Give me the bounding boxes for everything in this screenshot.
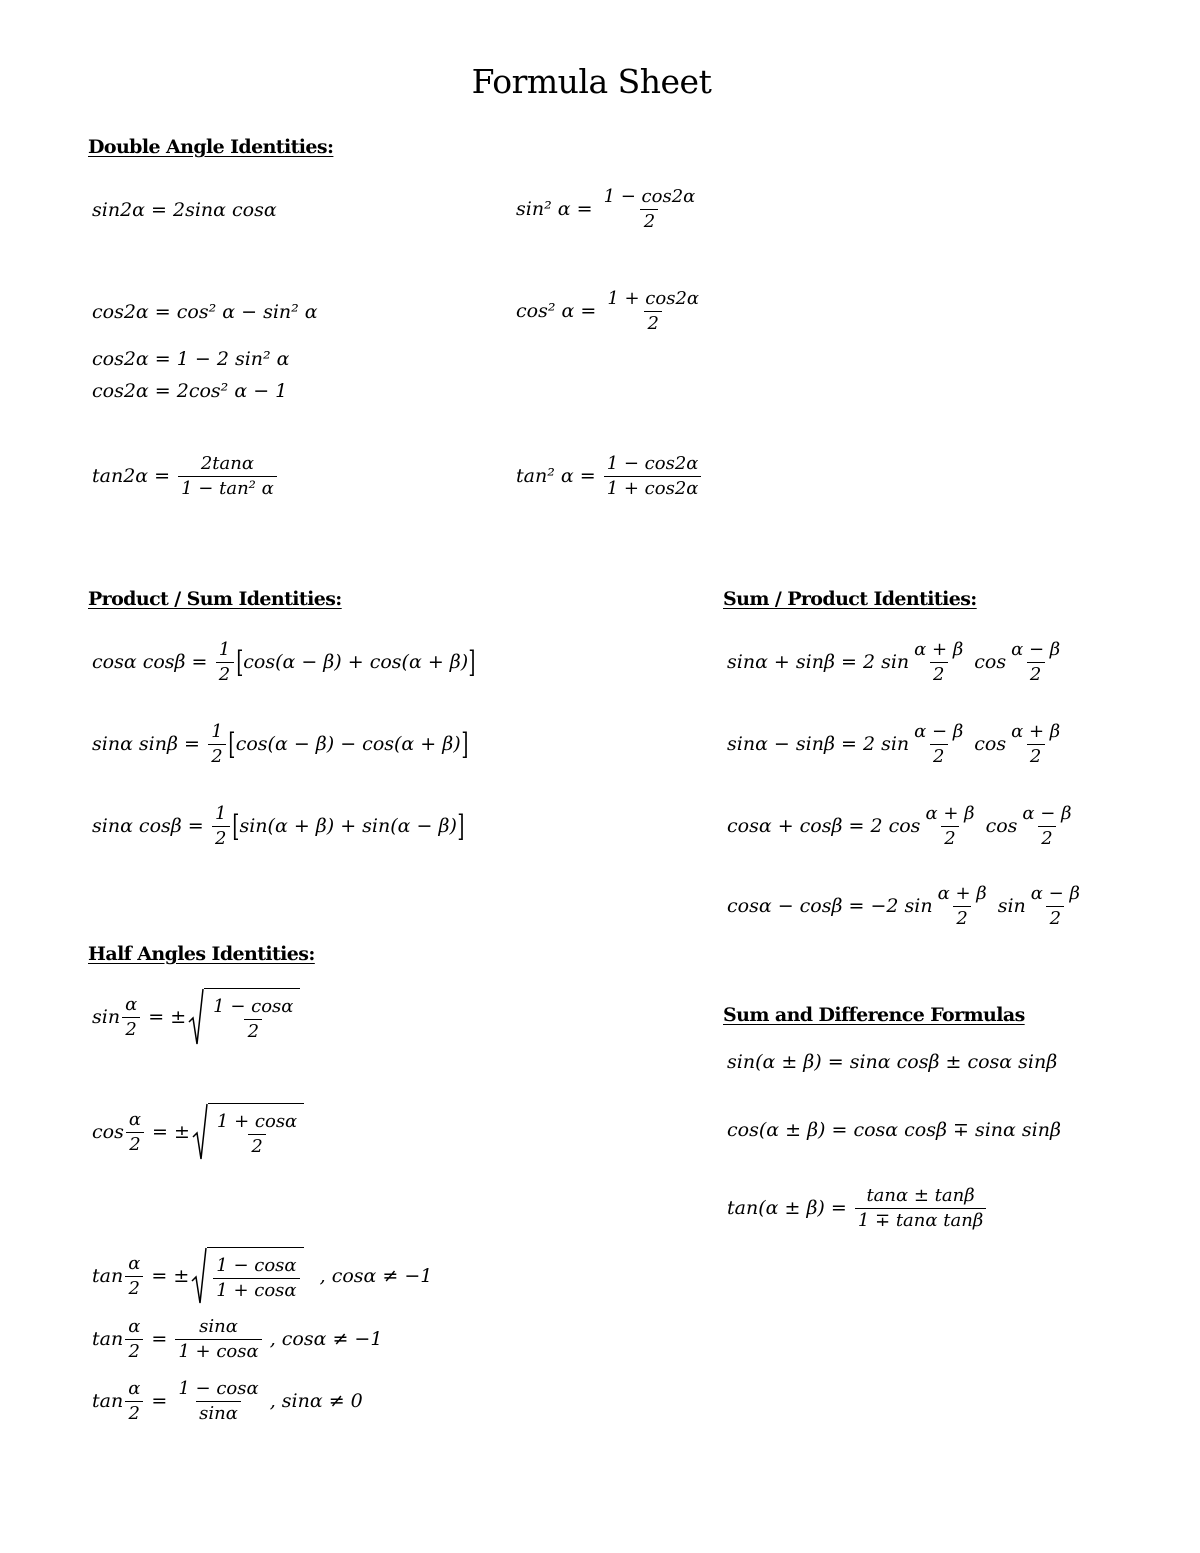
section-heading-product-sum: Product / Sum Identities: [88, 588, 342, 610]
numerator: 1 + cos2α [607, 288, 700, 309]
radicand [204, 988, 300, 1046]
function-name: tan [92, 1390, 124, 1412]
denominator: 2 [953, 906, 971, 928]
denominator: 2 [930, 662, 948, 684]
square-root [191, 1247, 303, 1305]
denominator: 2 [644, 311, 662, 333]
fraction [175, 1318, 261, 1361]
formula-cos-minus-cos [727, 885, 1085, 928]
fraction [911, 641, 966, 684]
denominator: 2 [1038, 826, 1056, 848]
radical-sign-icon [192, 1103, 208, 1161]
formula-lhs: cosα cosβ = [92, 651, 214, 673]
fraction [214, 1113, 300, 1156]
formula-mid: cos [968, 733, 1007, 755]
fraction [213, 1257, 299, 1300]
function-name: sin [92, 1005, 121, 1028]
numerator: α − β [1022, 803, 1072, 824]
function-name: cos [92, 1120, 124, 1143]
formula-text: sin(α ± β) = sinα cosβ ± cosα sinβ [727, 1051, 1058, 1073]
condition: , cosα ≠ −1 [313, 1264, 433, 1287]
denominator: 2 [930, 744, 948, 766]
numerator: 1 [211, 721, 223, 742]
formula-lhs: sinα cosβ = [92, 815, 210, 837]
radicand [207, 1247, 303, 1305]
formula-mid: cos [968, 651, 1007, 673]
formula-sin-double-angle [92, 201, 277, 220]
left-bracket: [ [232, 809, 240, 844]
formula-cos-squared [516, 290, 704, 333]
numerator: tanα ± tanβ [866, 1185, 975, 1206]
fraction [178, 455, 277, 498]
formula-lhs: tan(α ± β) = [727, 1197, 853, 1219]
formula-sin-cos-product [92, 805, 465, 848]
radical-sign-icon [191, 1247, 207, 1305]
equals-plus-minus: = ± [142, 1005, 187, 1028]
denominator: 2 [1046, 906, 1064, 928]
formula-text: cos(α ± β) = cosα cosβ ∓ sinα sinβ [727, 1119, 1061, 1141]
equals-plus-minus: = ± [146, 1120, 190, 1143]
fraction [1019, 805, 1074, 848]
formula-cos-plus-cos [727, 805, 1077, 848]
numerator: α [125, 993, 138, 1015]
formula-mid: cos [979, 815, 1018, 837]
denominator: 2 [125, 1339, 143, 1361]
formula-lhs: sinα sinβ = [92, 733, 206, 755]
fraction-one-half [212, 805, 230, 848]
numerator: 1 − cosα [216, 1255, 297, 1276]
formula-lhs: cosα + cosβ = 2 cos [727, 815, 921, 837]
formula-cos-half-angle [92, 1103, 304, 1161]
formula-text: cos2α = cos² α − sin² α [92, 301, 318, 323]
formula-lhs: sinα − sinβ = 2 sin [727, 733, 910, 755]
numerator: α [128, 1378, 141, 1399]
formula-tan-half-angle-over-sin [92, 1380, 363, 1423]
formula-sin-sum-difference [727, 1053, 1057, 1072]
condition: , sinα ≠ 0 [263, 1390, 363, 1412]
formula-tan-double-angle [92, 455, 279, 498]
formula-rhs: sin(α + β) + sin(α − β) [239, 815, 457, 837]
fraction [911, 723, 966, 766]
formula-cos-double-angle-2 [92, 350, 290, 369]
left-bracket: [ [228, 727, 236, 762]
formula-sin-minus-sin [727, 723, 1065, 766]
equals: = [145, 1328, 174, 1350]
formula-tan-half-angle-root [92, 1247, 432, 1305]
numerator: α [128, 1108, 141, 1130]
numerator: 1 [218, 639, 231, 660]
formula-cos-double-angle-1 [92, 303, 318, 322]
formula-rhs: cos(α − β) + cos(α + β) [243, 651, 469, 673]
formula-cos-cos-product [92, 641, 476, 684]
numerator: 1 [215, 803, 227, 824]
numerator: α [128, 1252, 141, 1274]
square-root [188, 988, 300, 1046]
fraction-one-half [216, 641, 234, 684]
numerator: α − β [1011, 639, 1061, 660]
numerator: 2tanα [200, 453, 255, 474]
fraction [604, 455, 702, 498]
formula-sin-plus-sin [727, 641, 1065, 684]
numerator: α − β [914, 721, 964, 742]
denominator: 2 [212, 826, 230, 848]
fraction-one-half [208, 723, 226, 766]
formula-tan-squared [516, 455, 703, 498]
numerator: sinα [199, 1316, 238, 1337]
fraction-alpha-over-two [126, 1108, 144, 1155]
right-bracket: ] [468, 645, 476, 680]
denominator: 2 [244, 1019, 262, 1041]
section-heading-sum-product: Sum / Product Identities: [723, 588, 977, 610]
numerator: α + β [925, 803, 975, 824]
fraction [175, 1380, 261, 1423]
denominator: sinα [196, 1401, 241, 1423]
numerator: α + β [914, 639, 964, 660]
formula-mid: sin [991, 895, 1026, 917]
function-name: tan [92, 1264, 124, 1287]
page-title: Formula Sheet [471, 62, 712, 101]
formula-text: cos2α = 1 − 2 sin² α [92, 348, 290, 370]
denominator: 2 [125, 1401, 143, 1423]
fraction-alpha-over-two [125, 1252, 143, 1299]
numerator: α + β [937, 883, 987, 904]
formula-sin-squared [516, 188, 700, 231]
denominator: 2 [640, 209, 658, 231]
denominator: 1 + cos2α [604, 476, 702, 498]
formula-lhs: cos² α = [516, 300, 603, 322]
formula-sin-sin-product [92, 723, 468, 766]
left-bracket: [ [235, 645, 243, 680]
right-bracket: ] [457, 809, 465, 844]
equals-plus-minus: = ± [145, 1264, 190, 1287]
function-name: tan [92, 1328, 124, 1350]
equals: = [145, 1390, 174, 1412]
denominator: 2 [1027, 662, 1045, 684]
formula-tan-sum-difference [727, 1187, 988, 1230]
fraction [922, 805, 977, 848]
formula-cos-sum-difference [727, 1121, 1061, 1140]
fraction-alpha-over-two [125, 1380, 143, 1423]
denominator: 2 [125, 1276, 143, 1298]
fraction [601, 188, 699, 231]
formula-lhs: tan2α = [92, 465, 177, 487]
fraction [1008, 641, 1063, 684]
fraction-alpha-over-two [125, 1318, 143, 1361]
numerator: 1 + cosα [216, 1111, 298, 1132]
fraction [1028, 885, 1083, 928]
square-root [192, 1103, 304, 1161]
formula-lhs: cosα − cosβ = −2 sin [727, 895, 933, 917]
denominator: 2 [248, 1134, 266, 1156]
formula-lhs: tan² α = [516, 465, 602, 487]
section-heading-sum-difference: Sum and Difference Formulas [723, 1004, 1025, 1026]
denominator: 2 [208, 744, 226, 766]
denominator: 1 + cosα [175, 1339, 261, 1361]
formula-cos-double-angle-3 [92, 382, 287, 401]
fraction-alpha-over-two [122, 993, 140, 1040]
denominator: 2 [126, 1132, 144, 1154]
denominator: 1 ∓ tanα tanβ [855, 1208, 986, 1230]
fraction [935, 885, 990, 928]
condition: , cosα ≠ −1 [263, 1328, 383, 1350]
denominator: 2 [216, 662, 234, 684]
radicand [208, 1103, 304, 1161]
fraction [604, 290, 702, 333]
numerator: 1 − cos2α [603, 186, 696, 207]
numerator: 1 − cosα [213, 996, 294, 1017]
numerator: α + β [1011, 721, 1061, 742]
formula-lhs: sin² α = [516, 198, 599, 220]
denominator: 2 [941, 826, 959, 848]
formula-lhs: sinα + sinβ = 2 sin [727, 651, 910, 673]
numerator: α − β [1030, 883, 1080, 904]
fraction [210, 998, 296, 1041]
fraction [855, 1187, 986, 1230]
denominator: 1 + cosα [213, 1278, 299, 1300]
radical-sign-icon [188, 988, 204, 1046]
section-heading-double-angle: Double Angle Identities: [88, 136, 334, 158]
right-bracket: ] [461, 727, 469, 762]
denominator: 2 [122, 1017, 140, 1039]
denominator: 1 − tan² α [178, 476, 277, 498]
numerator: 1 − cosα [178, 1378, 259, 1399]
formula-text: sin2α = 2sinα cosα [92, 199, 277, 221]
formula-tan-half-angle-sin-over [92, 1318, 382, 1361]
section-heading-half-angle: Half Angles Identities: [88, 943, 315, 965]
formula-text: cos2α = 2cos² α − 1 [92, 380, 288, 402]
denominator: 2 [1027, 744, 1045, 766]
fraction [1008, 723, 1063, 766]
formula-rhs: cos(α − β) − cos(α + β) [235, 733, 461, 755]
numerator: α [128, 1316, 141, 1337]
formula-sin-half-angle [92, 988, 300, 1046]
numerator: 1 − cos2α [606, 453, 699, 474]
